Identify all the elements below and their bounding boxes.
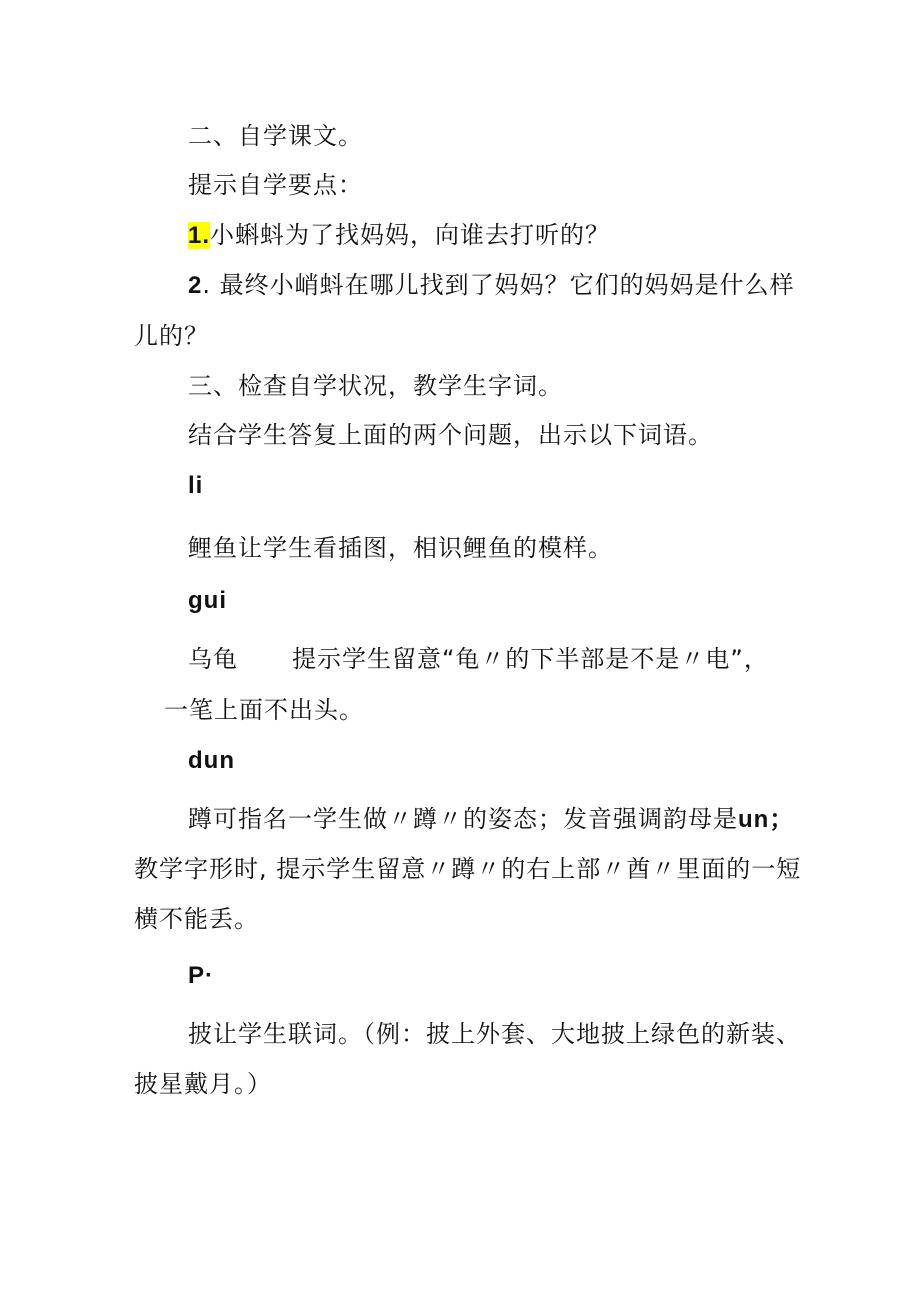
word-squat-line-1 <box>188 803 794 836</box>
pinyin-pi: P· <box>188 962 214 989</box>
hint-title: 提示自学要点： <box>188 171 363 199</box>
question-1-text: 小蝌蚪为了找妈妈，向谁去打听的？ <box>210 221 611 249</box>
word-turtle: 乌龟 <box>188 645 238 673</box>
pinyin-gui: gui <box>188 587 227 614</box>
section-two-heading: 二、自学课文。 <box>188 122 363 150</box>
word-squat-line-3: 横不能丢。 <box>134 905 259 933</box>
section-three-intro: 结合学生答复上面的两个问题，出示以下词语。 <box>188 421 713 449</box>
question-1 <box>188 219 610 252</box>
word-squat-line-2: 教学字形时, 提示学生留意〃蹲〃的右上部〃酋〃里面的一短 <box>134 855 802 883</box>
question-2-text-a: . 最终小峭蚪在哪儿找到了妈妈？它们的妈妈是什么样 <box>202 271 795 299</box>
word-drape-line-1: 披让学生联词。（例：披上外套、大地披上绿色的新装、 <box>188 1020 801 1048</box>
section-three-heading: 三、检查自学状况，教学生字词。 <box>188 372 563 400</box>
pinyin-li: li <box>188 472 204 499</box>
word-squat-final: un； <box>738 806 795 833</box>
question-2-number: 2 <box>188 272 203 299</box>
question-2-line-1 <box>188 269 795 302</box>
word-carp-text: 鲤鱼让学生看插图，相识鲤鱼的模样。 <box>188 534 613 562</box>
word-drape-line-2: 披星戴月。） <box>134 1070 272 1098</box>
word-turtle-line-1 <box>188 643 769 675</box>
question-2-line-2: 儿的？ <box>134 322 209 350</box>
pinyin-dun: dun <box>188 747 235 774</box>
word-squat-text-a: 蹲可指名一学生做〃蹲〃的姿态；发音强调韵母是 <box>188 805 738 833</box>
question-1-number: 1. <box>188 222 211 249</box>
word-turtle-line-2: 一笔上面不出头。 <box>164 696 364 724</box>
word-turtle-text-a: 提示学生留意“龟〃的下半部是不是〃电”， <box>292 645 769 673</box>
